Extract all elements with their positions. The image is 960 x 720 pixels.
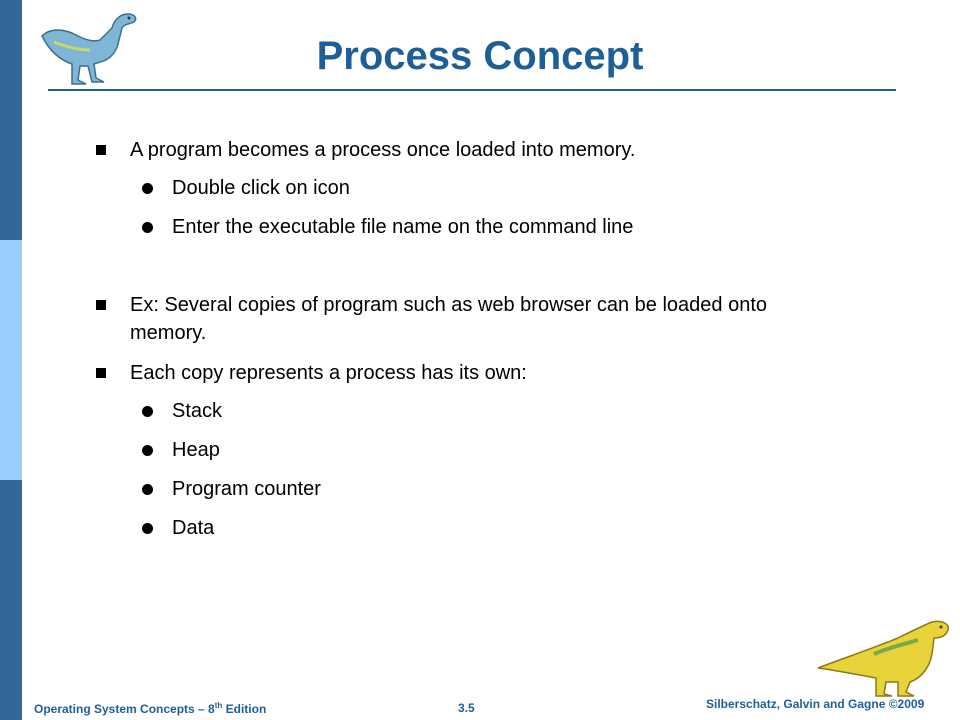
round-bullet-icon [142, 406, 153, 417]
round-bullet-icon [142, 523, 153, 534]
sub-bullet-text: Heap [172, 439, 220, 461]
footer-book-title-suffix: Edition [222, 702, 267, 716]
bullet-text-line1: Ex: Several copies of program such as web browser can be loaded onto [130, 294, 768, 316]
bullet-text: Each copy represents a process has its own: [130, 362, 527, 384]
slide-title: Process Concept [316, 34, 644, 78]
sub-bullet-text: Double click on icon [172, 177, 350, 199]
footer-book-title [34, 701, 266, 716]
sub-bullet-text: Program counter [172, 478, 321, 500]
footer-superscript: th [214, 701, 223, 710]
sub-bullet-text: Data [172, 517, 215, 539]
bullet-text: A program becomes a process once loaded into memory. [130, 139, 636, 161]
footer-authors: Silberschatz, Galvin and Gagne ©2009 [706, 697, 925, 711]
round-bullet-icon [142, 484, 153, 495]
dinosaur-icon [814, 608, 954, 698]
page-number: 3.5 [458, 701, 475, 715]
sub-bullet-text: Stack [172, 400, 223, 422]
square-bullet-icon [96, 145, 106, 155]
round-bullet-icon [142, 222, 153, 233]
bullet-text-line2: memory. [130, 322, 207, 344]
footer-book-title-text: Operating System Concepts – 8 [34, 702, 215, 716]
sub-bullet-text: Enter the executable file name on the command line [172, 216, 634, 238]
round-bullet-icon [142, 445, 153, 456]
square-bullet-icon [96, 368, 106, 378]
round-bullet-icon [142, 183, 153, 194]
square-bullet-icon [96, 300, 106, 310]
